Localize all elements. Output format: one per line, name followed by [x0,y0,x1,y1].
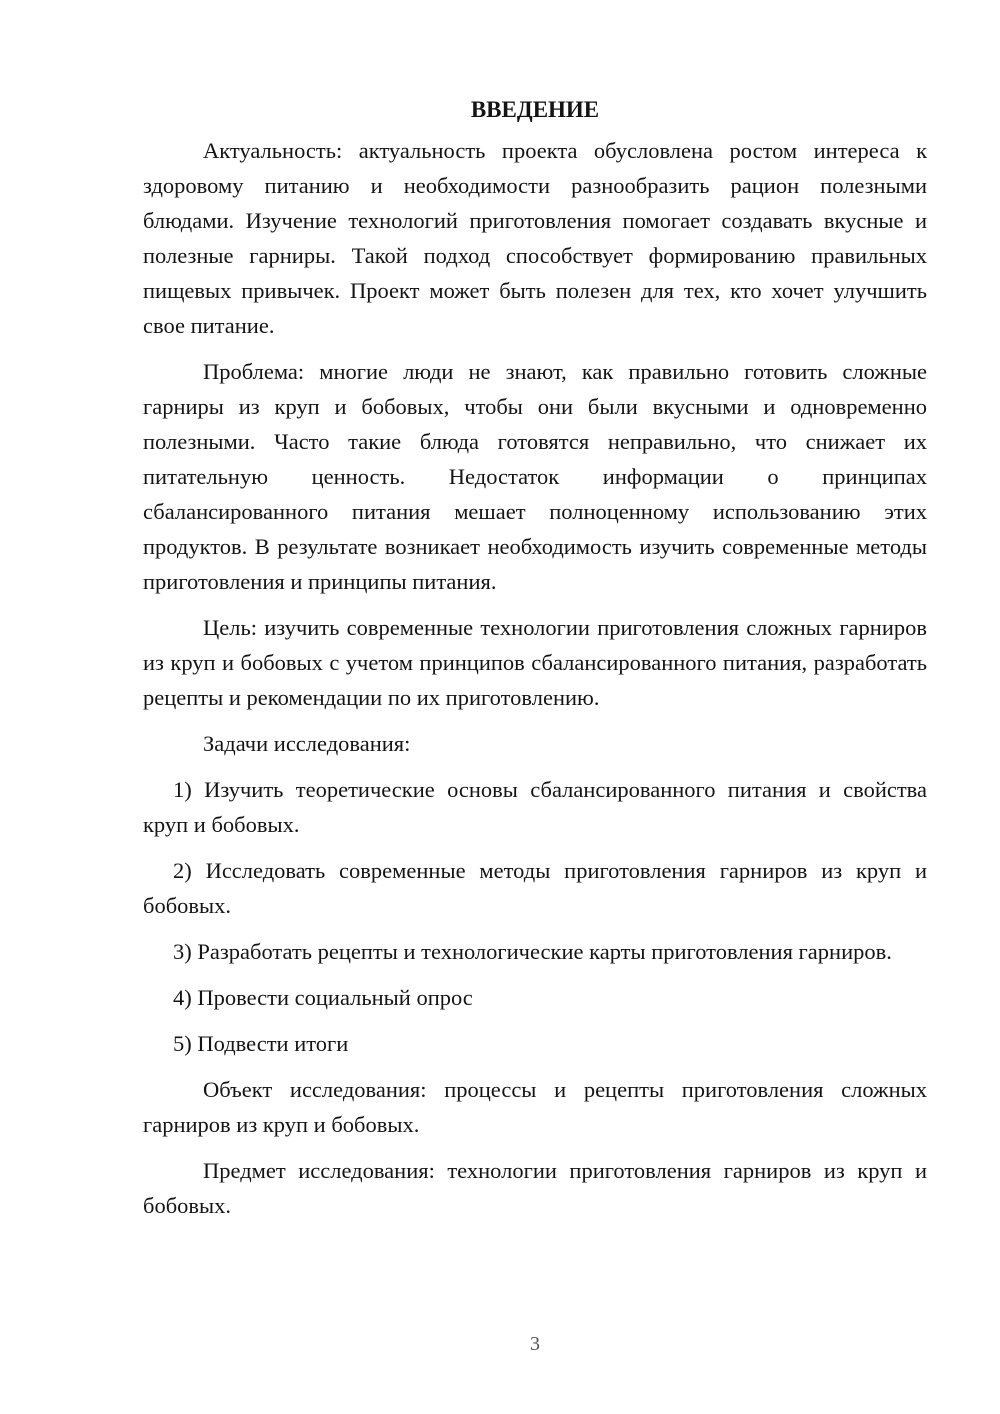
task-item-3: 3) Разработать рецепты и технологические карты приготовления гарниров. [173,939,892,964]
task-item-4: 4) Провести социальный опрос [173,985,473,1010]
task-item-5: 5) Подвести итоги [173,1031,349,1056]
relevance-paragraph: Актуальность: актуальность проекта обусловлена ростом интереса к здоровому питанию и необходимости разнообразить рацион полезными блюдами. Изучение технологий приготовления помогает создавать вкусные и полезные гарниры. Такой подход способствует формированию правильных пищевых привычек. Проект может быть полезен для тех, кто хочет улучшить свое питание. [143,138,927,338]
section-heading: ВВЕДЕНИЕ [470,97,600,122]
subject-paragraph: Предмет исследования: технологии приготовления гарниров из круп и бобовых. [143,1158,927,1218]
goal-paragraph: Цель: изучить современные технологии приготовления сложных гарниров из круп и бобовых с учетом принципов сбалансированного питания, разработать рецепты и рекомендации по их приготовлению. [143,615,927,710]
page-number: 3 [530,1333,540,1355]
problem-paragraph: Проблема: многие люди не знают, как правильно готовить сложные гарниры из круп и бобовых, чтобы они были вкусными и одновременно полезными. Часто такие блюда готовятся неправильно, что снижает их питательную ценность. Недостаток информации о принципах сбалансированного питания мешает полноценному использованию этих продуктов. В результате возникает необходимость изучить современные методы приготовления и принципы питания. [143,359,927,594]
task-item-1: 1) Изучить теоретические основы сбалансированного питания и свойства круп и бобовых. [143,777,927,837]
document-page [143,92,927,1223]
tasks-heading: Задачи исследования: [203,731,411,756]
object-paragraph: Объект исследования: процессы и рецепты приготовления сложных гарниров из круп и бобовых. [143,1077,927,1137]
task-item-2: 2) Исследовать современные методы приготовления гарниров из круп и бобовых. [143,858,927,918]
